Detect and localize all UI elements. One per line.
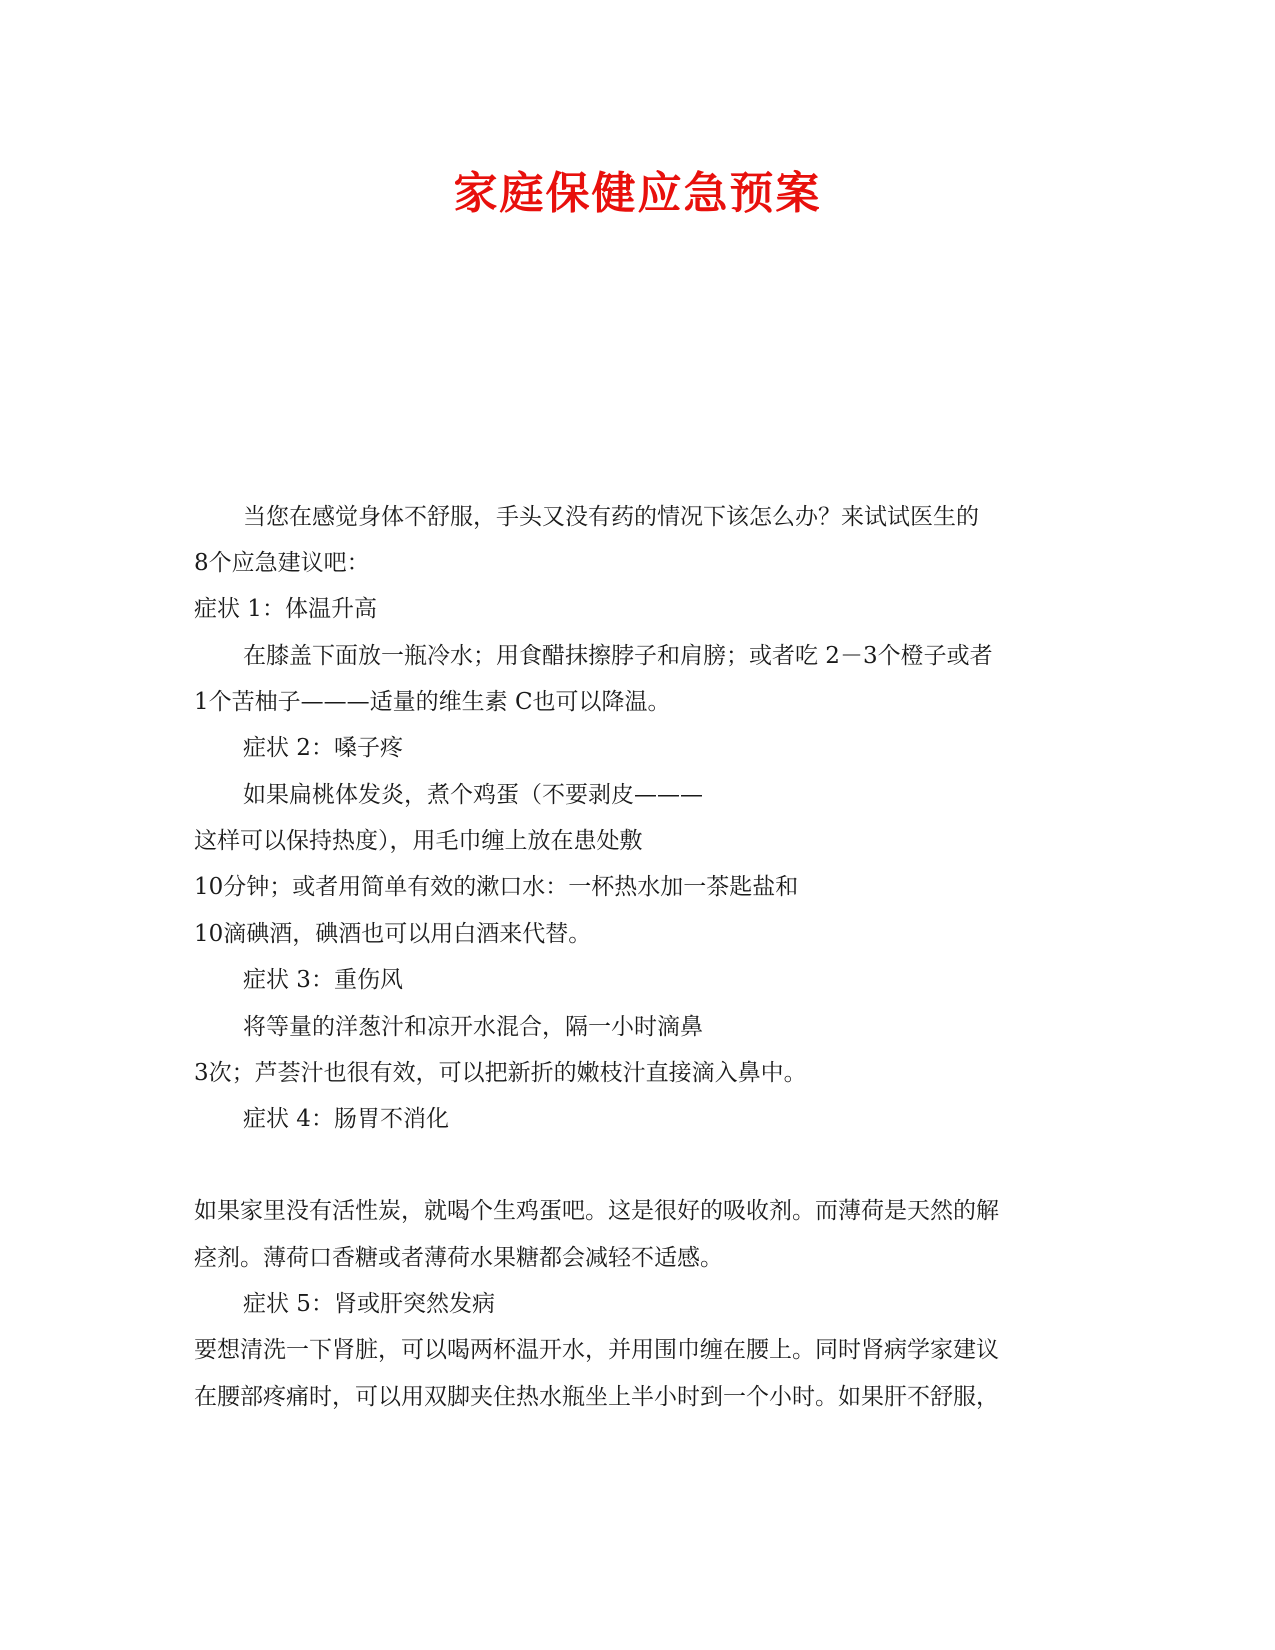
paragraph-line: 当您在感觉身体不舒服，手头又没有药的情况下该怎么办？来试试医生的 (243, 504, 979, 530)
paragraph-line: 在膝盖下面放一瓶冷水；用食醋抹擦脖子和肩膀；或者吃 2－3个橙子或者 (243, 643, 993, 669)
symptom-heading: 症状 5：肾或肝突然发病 (243, 1291, 495, 1317)
paragraph-line: 10滴碘酒，碘酒也可以用白酒来代替。 (194, 921, 592, 947)
paragraph-line: 这样可以保持热度），用毛巾缠上放在患处敷 (194, 828, 643, 854)
symptom-heading: 症状 2：嗓子疼 (243, 735, 403, 761)
paragraph-line: 8个应急建议吧： (194, 550, 370, 576)
paragraph-line: 如果扁桃体发炎，煮个鸡蛋（不要剥皮——— (243, 782, 703, 808)
paragraph-line: 如果家里没有活性炭，就喝个生鸡蛋吧。这是很好的吸收剂。而薄荷是天然的解 (194, 1198, 999, 1224)
paragraph-line: 在腰部疼痛时，可以用双脚夹住热水瓶坐上半小时到一个小时。如果肝不舒服， (194, 1384, 999, 1410)
document-title: 家庭保健应急预案 (453, 168, 822, 219)
paragraph-line: 痉剂。薄荷口香糖或者薄荷水果糖都会减轻不适感。 (194, 1245, 723, 1271)
symptom-heading: 症状 4：肠胃不消化 (243, 1106, 449, 1132)
paragraph-line: 要想清洗一下肾脏，可以喝两杯温开水，并用围巾缠在腰上。同时肾病学家建议 (194, 1337, 999, 1363)
paragraph-line: 10分钟；或者用简单有效的漱口水：一杯热水加一茶匙盐和 (194, 874, 799, 900)
paragraph-line: 1个苦柚子———适量的维生素 C也可以降温。 (194, 689, 671, 715)
paragraph-line: 将等量的洋葱汁和凉开水混合，隔一小时滴鼻 (243, 1014, 703, 1040)
symptom-heading: 症状 3：重伤风 (243, 967, 403, 993)
symptom-heading: 症状 1：体温升高 (194, 596, 377, 622)
paragraph-line: 3次；芦荟汁也很有效，可以把新折的嫩枝汁直接滴入鼻中。 (194, 1060, 807, 1086)
